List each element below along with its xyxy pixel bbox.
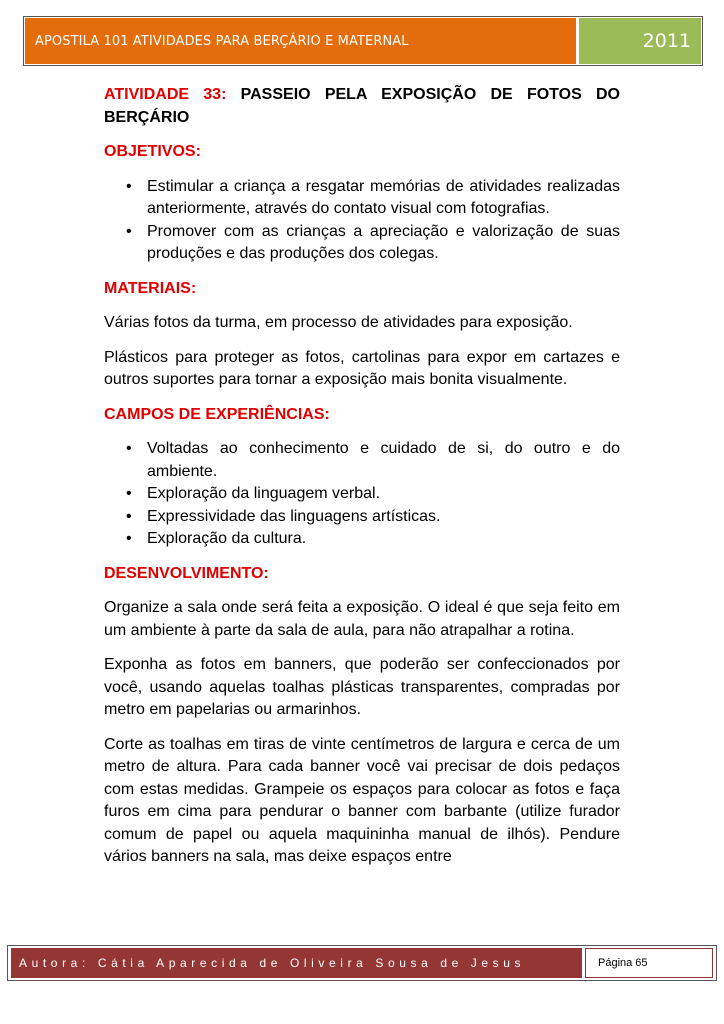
bullet-icon: • xyxy=(126,530,132,547)
desenvolvimento-paragraph: Organize a sala onde será feita a exposição. O ideal é que seja feito em um ambiente à parte da sala de aula, para não atrapalhar a rotina. xyxy=(104,599,620,639)
campos-list xyxy=(104,438,620,551)
bullet-icon: • xyxy=(126,485,132,502)
list-item-text: Estimular a criança a resgatar memórias de atividades realizadas anteriormente, através do contato visual com fotografias. xyxy=(147,177,620,217)
footer-author: Autora: Cátia Aparecida de Oliveira Sousa de Jesus xyxy=(11,948,582,978)
header-title: APOSTILA 101 ATIVIDADES PARA BERÇÁRIO E MATERNAL xyxy=(25,18,576,64)
materiais-paragraph: Várias fotos da turma, em processo de atividades para exposição. xyxy=(104,314,573,331)
campos-heading: CAMPOS DE EXPERIÊNCIAS: xyxy=(104,405,330,423)
list-item xyxy=(104,506,620,529)
list-item-text: Promover com as crianças a apreciação e valorização de suas produções e das produções dos colegas. xyxy=(147,222,620,262)
list-item xyxy=(104,176,620,221)
list-item-text: Exploração da linguagem verbal. xyxy=(147,485,381,502)
bullet-icon: • xyxy=(126,222,132,240)
page-number: Página 65 xyxy=(585,948,713,978)
materiais-paragraph: Plásticos para proteger as fotos, cartolinas para expor em cartazes e outros suportes para tornar a exposição mais bonita visualmente. xyxy=(104,348,620,388)
page-header xyxy=(23,16,703,66)
desenvolvimento-heading: DESENVOLVIMENTO: xyxy=(104,564,269,582)
bullet-icon: • xyxy=(126,507,132,525)
bullet-icon: • xyxy=(126,177,132,195)
list-item-text: Voltadas ao conhecimento e cuidado de si, do outro e do ambiente. xyxy=(147,440,620,480)
list-item xyxy=(104,528,620,551)
desenvolvimento-paragraph: Corte as toalhas em tiras de vinte centímetros de largura e cerca de um metro de altura. Para cada banner você vai precisar de dois pedaços com estas medidas. Grampeie os espaços para colocar as fotos e faça furos em cima para pendurar o banner com barbante (utilize furador comum de papel ou aquela maquininha manual de ilhós). Pendure vários banners na sala, mas deixe espaços entre xyxy=(104,735,620,865)
bullet-icon: • xyxy=(126,440,132,457)
objetivos-heading: OBJETIVOS: xyxy=(104,143,201,160)
document-body xyxy=(104,84,620,881)
list-item-text: Expressividade das linguagens artísticas. xyxy=(147,507,441,525)
header-year: 2011 xyxy=(579,18,701,64)
desenvolvimento-paragraph: Exponha as fotos em banners, que poderão ser confeccionados por você, usando aquelas toalhas plásticas transparentes, compradas por metro em papelarias ou armarinhos. xyxy=(104,656,620,718)
page-footer xyxy=(7,945,717,981)
list-item-text: Exploração da cultura. xyxy=(147,530,307,547)
materiais-heading: MATERIAIS: xyxy=(104,279,197,297)
objetivos-list xyxy=(104,176,620,266)
list-item xyxy=(104,483,620,506)
activity-label: ATIVIDADE 33: xyxy=(104,86,227,103)
list-item xyxy=(104,438,620,483)
activity-title xyxy=(104,84,620,129)
activity-name: PASSEIO PELA EXPOSIÇÃO DE FOTOS DO BERÇÁRIO xyxy=(104,86,620,126)
list-item xyxy=(104,221,620,266)
